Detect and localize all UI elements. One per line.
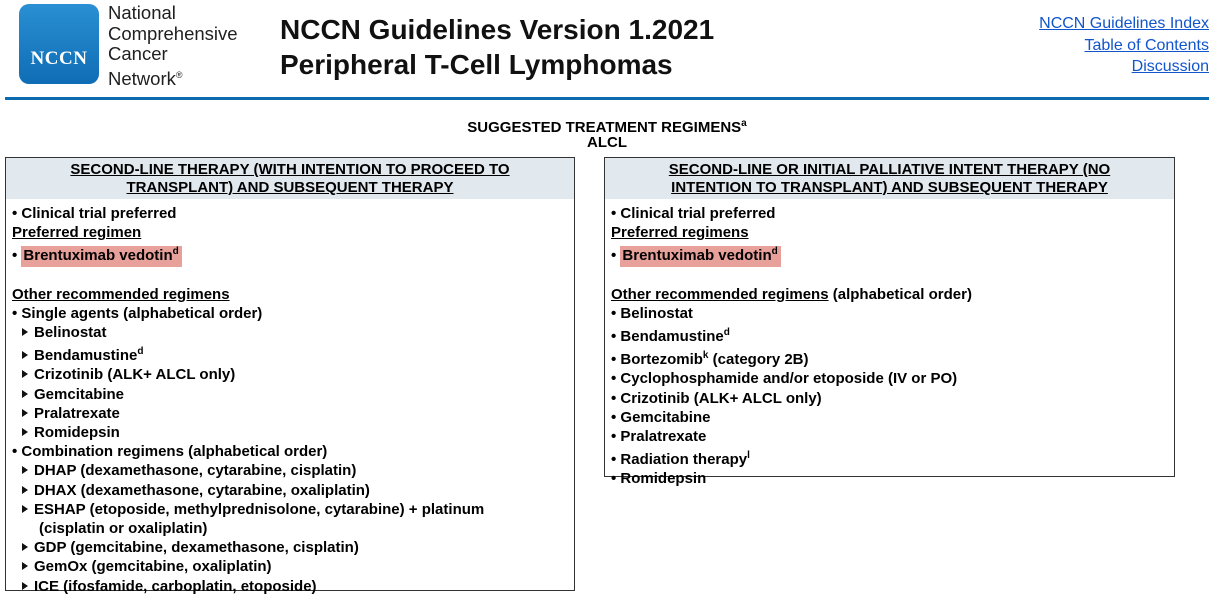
list-item — [12, 404, 568, 423]
single-agents-item: • Single agents (alphabetical order) — [12, 304, 263, 322]
triangle-bullet-icon — [22, 428, 28, 436]
footnote-k: k — [702, 350, 709, 362]
brentuximab-text: Brentuximab vedotin — [622, 247, 772, 265]
gemcitabine-text: Gemcitabine — [34, 385, 125, 403]
org-line-4: Network — [108, 67, 176, 89]
dhap-text: DHAP (dexamethasone, cytarabine, cisplatin) — [34, 462, 357, 480]
section-subheading: ALCL — [587, 134, 627, 151]
list-item: • Cyclophosphamide and/or etoposide (IV or PO) — [611, 370, 958, 388]
right-box-title — [605, 158, 1174, 199]
clinical-trial-item: • Clinical trial preferred — [611, 205, 776, 222]
left-box-body — [6, 199, 574, 596]
triangle-bullet-icon — [22, 409, 28, 417]
document-title — [280, 12, 714, 82]
other-regimens-label — [611, 285, 1168, 304]
left-box-title — [6, 158, 574, 199]
table-of-contents-link[interactable]: Table of Contents — [1084, 36, 1209, 54]
header-divider — [5, 97, 1209, 100]
preferred-item — [12, 242, 568, 265]
romidepsin-text: Romidepsin — [34, 424, 120, 442]
footnote-d: d — [723, 327, 730, 339]
dhax-text: DHAX (dexamethasone, cytarabine, oxaliplatin) — [34, 481, 370, 499]
right-box-title-line-1: SECOND-LINE OR INITIAL PALLIATIVE INTENT THERAPY (NO — [668, 161, 1111, 178]
triangle-bullet-icon — [22, 351, 28, 359]
triangle-bullet-icon — [22, 543, 28, 551]
bullet: • — [12, 247, 22, 265]
preferred-label: Preferred regimens — [611, 224, 749, 242]
triangle-bullet-icon — [22, 562, 28, 570]
list-item: • Romidepsin — [611, 470, 707, 488]
triangle-bullet-icon — [22, 582, 28, 590]
header-links — [1039, 13, 1209, 78]
list-item — [12, 423, 568, 442]
eshap-continuation: (cisplatin or oxaliplatin) — [39, 520, 208, 538]
bendamustine-text: • Bendamustine — [611, 328, 724, 346]
list-item — [611, 323, 1168, 346]
right-box-body — [605, 199, 1174, 489]
list-item — [12, 577, 568, 596]
eshap-text: ESHAP (etoposide, methylprednisolone, cytarabine) + platinum — [34, 500, 485, 518]
org-line-3: Cancer — [108, 43, 168, 64]
triangle-bullet-icon — [22, 390, 28, 398]
org-line-1: National — [108, 2, 176, 23]
section-heading-footnote: a — [741, 118, 747, 129]
preferred-item — [611, 242, 1168, 265]
guidelines-index-link[interactable]: NCCN Guidelines Index — [1039, 15, 1209, 32]
bendamustine-text: Bendamustine — [34, 347, 138, 365]
list-item — [12, 385, 568, 404]
triangle-bullet-icon — [22, 505, 28, 513]
section-heading-text: SUGGESTED TREATMENT REGIMENS — [467, 119, 742, 136]
list-item — [12, 365, 568, 384]
other-regimens-label-text: Other recommended regimens — [611, 285, 829, 303]
belinostat-text: Belinostat — [34, 324, 107, 342]
crizotinib-text: Crizotinib (ALK+ ALCL only) — [34, 366, 236, 384]
right-box-title-line-2: INTENTION TO TRANSPLANT) AND SUBSEQUENT THERAPY — [671, 179, 1108, 196]
list-item — [12, 323, 568, 342]
list-item — [12, 342, 568, 365]
list-item: • Crizotinib (ALK+ ALCL only) — [611, 389, 822, 407]
footnote-d: d — [172, 246, 179, 258]
bullet: • — [611, 247, 621, 265]
list-item — [611, 346, 1168, 369]
list-item: • Pralatrexate — [611, 428, 707, 446]
other-regimens-suffix: (alphabetical order) — [828, 285, 972, 303]
title-version: NCCN Guidelines Version 1.2021 — [280, 14, 715, 45]
triangle-bullet-icon — [22, 328, 28, 336]
list-item — [12, 557, 568, 576]
ice-text: ICE (ifosfamide, carboplatin, etoposide) — [34, 577, 317, 595]
footnote-d: d — [137, 346, 144, 358]
triangle-bullet-icon — [22, 466, 28, 474]
organization-name — [108, 3, 238, 89]
pralatrexate-text: Pralatrexate — [34, 404, 120, 422]
logo-text: NCCN — [30, 48, 88, 69]
bortezomib-text: • Bortezomib — [611, 351, 703, 369]
footnote-d: d — [771, 246, 778, 258]
org-line-2: Comprehensive — [108, 22, 238, 44]
gemox-text: GemOx (gemcitabine, oxaliplatin) — [34, 558, 272, 576]
gdp-text: GDP (gemcitabine, dexamethasone, cisplatin) — [34, 539, 359, 557]
title-topic: Peripheral T-Cell Lymphomas — [280, 49, 673, 80]
triangle-bullet-icon — [22, 486, 28, 494]
triangle-bullet-icon — [22, 370, 28, 378]
combination-regimens-item: • Combination regimens (alphabetical order) — [12, 443, 328, 461]
list-item — [12, 481, 568, 500]
radiation-text: • Radiation therapy — [611, 451, 748, 469]
list-item — [12, 538, 568, 557]
clinical-trial-item: • Clinical trial preferred — [12, 205, 177, 222]
bortezomib-category: (category 2B) — [708, 351, 809, 369]
preferred-label: Preferred regimen — [12, 224, 142, 242]
other-regimens-label: Other recommended regimens — [12, 285, 230, 303]
list-item — [611, 446, 1168, 469]
second-line-transplant-box — [5, 157, 575, 595]
left-box-title-line-2: TRANSPLANT) AND SUBSEQUENT THERAPY — [126, 179, 454, 196]
palliative-intent-box — [604, 157, 1175, 488]
left-box-title-line-1: SECOND-LINE THERAPY (WITH INTENTION TO PROCEED TO — [70, 161, 510, 178]
list-item — [12, 500, 568, 519]
nccn-logo — [19, 4, 99, 84]
brentuximab-text: Brentuximab vedotin — [23, 247, 173, 265]
list-item: • Belinostat — [611, 304, 693, 322]
list-item — [12, 461, 568, 480]
discussion-link[interactable]: Discussion — [1131, 58, 1209, 75]
footnote-l: l — [747, 450, 750, 462]
registered-mark: ® — [175, 69, 183, 80]
list-item: • Gemcitabine — [611, 408, 711, 426]
